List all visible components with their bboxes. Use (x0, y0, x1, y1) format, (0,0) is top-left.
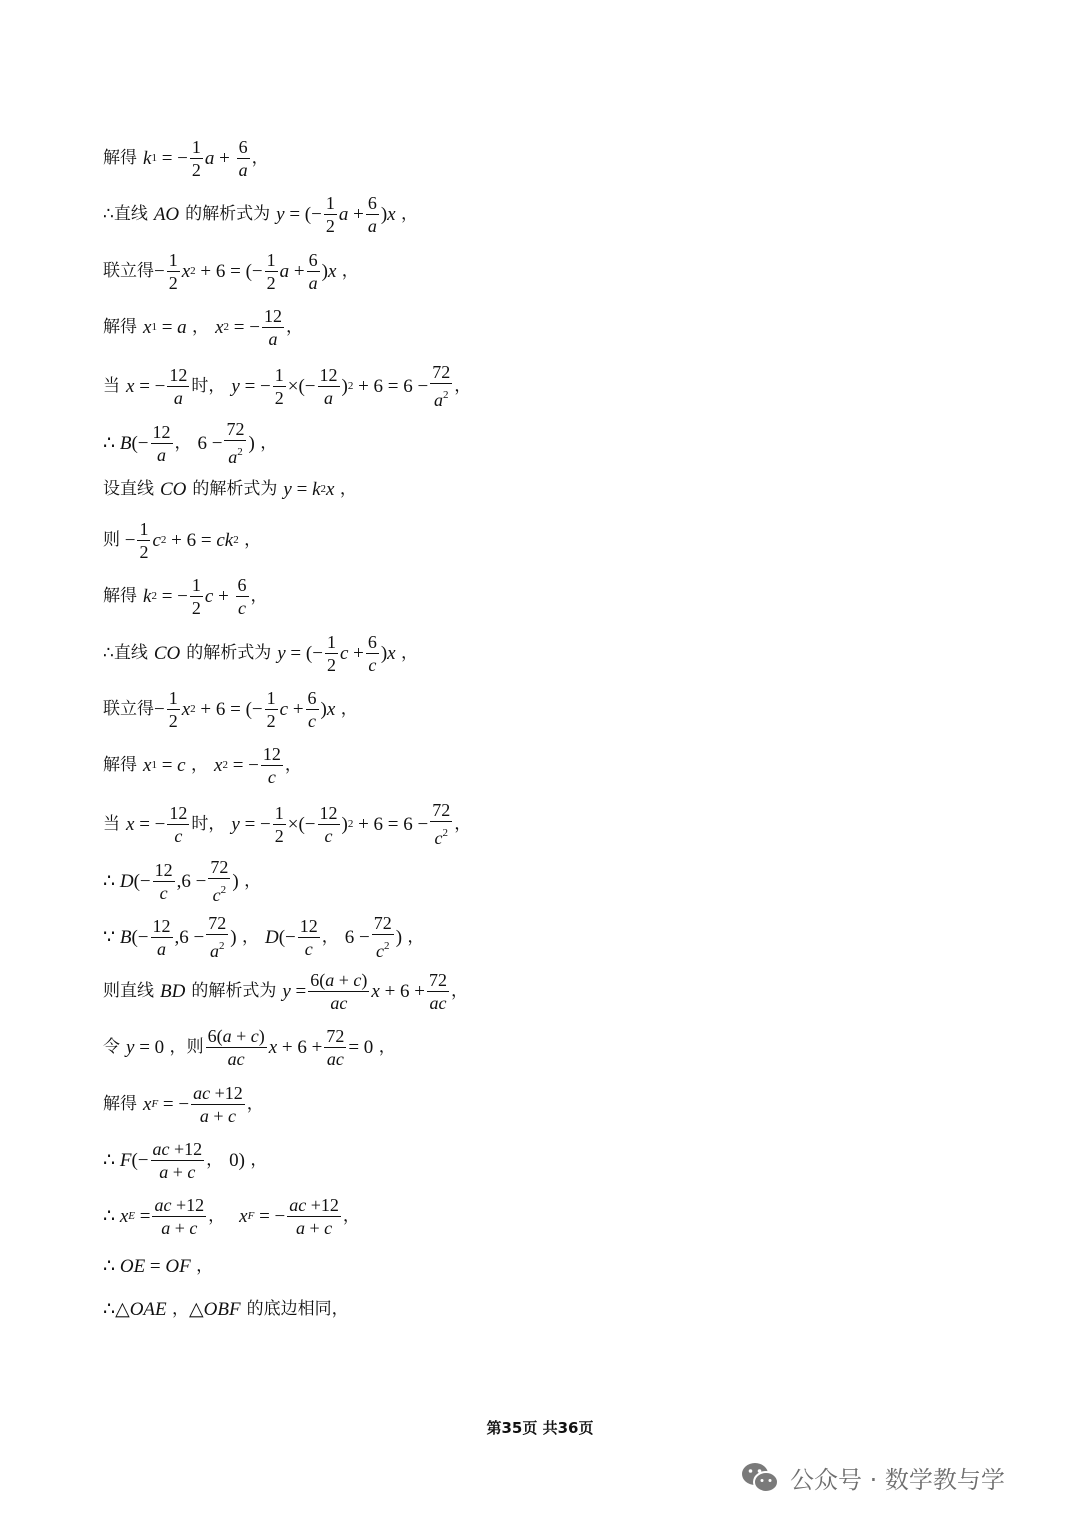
solution-line-4: 解得 x 1 = a ， x 2 = − $\frac{12}{a}$ ， (103, 306, 303, 349)
solution-line-9: 解得 k 2 = − $\frac{1}{2}$ c + $\frac{6}{c}$ ， (103, 575, 268, 618)
solution-line-2: ∴直线 AO 的解析式为 y = (− $\frac{1}{2}$ a + $\frac{6}{a}$ ) x ， (103, 193, 418, 236)
watermark (740, 1460, 1005, 1495)
solution-line-15: ∵ B (− $\frac{12}{a}$ ,6 − $\frac{72}{a^2}$ ) ， D (− $\frac{12}{c}$ ， 6 − $\frac{72}{c^2}$ ) ， (103, 913, 425, 961)
solution-line-17: 令 y = 0 ， 则 $\frac{6(a + c)}{ac}$ x + 6 + $\frac{72}{ac}$ = 0 ， (103, 1026, 396, 1069)
solution-line-19: ∴ F (− $\frac{ac +12}{a + c}$ ， 0) ， (103, 1139, 268, 1182)
solution-line-18: 解得 x F = − $\frac{ac +12}{a + c}$ ， (103, 1083, 264, 1126)
line-text: 解得 (103, 148, 137, 168)
solution-line-1: 解得 k 1 = − $\frac{1}{2}$ a + $\frac{6}{a}$ ， (103, 137, 269, 180)
solution-line-7: 设直线 CO 的解析式为 y = k 2 x ， (103, 479, 357, 500)
solution-line-12: 解得 x 1 = c ， x 2 = − $\frac{12}{c}$ ， (103, 744, 302, 787)
solution-line-3: 联立得 − $\frac{1}{2}$ x 2 + 6 = (− $\frac{1}{2}$ a + $\frac{6}{a}$ ) x ， (103, 250, 359, 293)
page-number: 第35页 共36页 (486, 1419, 594, 1437)
watermark-text: 公众号 · 数学教与学 (790, 1466, 1005, 1494)
solution-line-13: 当 x = − $\frac{12}{c}$ 时， y = − $\frac{1}{2}$ ×(− $\frac{12}{c}$ ) 2 + 6 = 6 − $\frac{72}{c^2}$ ， (103, 800, 472, 848)
solution-line-6: ∴ B (− $\frac{12}{a}$ ， 6 − $\frac{72}{a^2}$ ) ， (103, 419, 278, 467)
solution-line-16: 则直线 BD 的解析式为 y = $\frac{6(a + c)}{ac}$ x + 6 + $\frac{72}{ac}$ ， (103, 970, 469, 1013)
solution-line-10: ∴直线 CO 的解析式为 y = (− $\frac{1}{2}$ c + $\frac{6}{c}$ ) x ， (103, 632, 419, 675)
solution-line-11: 联立得 − $\frac{1}{2}$ x 2 + 6 = (− $\frac{1}{2}$ c + $\frac{6}{c}$ ) x ， (103, 688, 358, 731)
solution-line-8: 则 − $\frac{1}{2}$ c 2 + 6 = ck 2 ， (103, 519, 262, 562)
solution-line-21: ∴ OE = OF ， (103, 1256, 214, 1277)
solution-line-20: ∴ x E = $\frac{ac +12}{a + c}$ ， x F = − $\frac{ac +12}{a + c}$ ， (103, 1195, 360, 1238)
solution-line-22: ∴△ OAE ， △ OBF 的底边相同， (103, 1299, 349, 1320)
solution-line-14: ∴ D (− $\frac{12}{c}$ ,6 − $\frac{72}{c^2}$ ) ， (103, 857, 262, 905)
wechat-icon (740, 1461, 780, 1495)
solution-line-5: 当 x = − $\frac{12}{a}$ 时， y = − $\frac{1}{2}$ ×(− $\frac{12}{a}$ ) 2 + 6 = 6 − $\frac{72}{a^2}$ ， (103, 362, 472, 410)
